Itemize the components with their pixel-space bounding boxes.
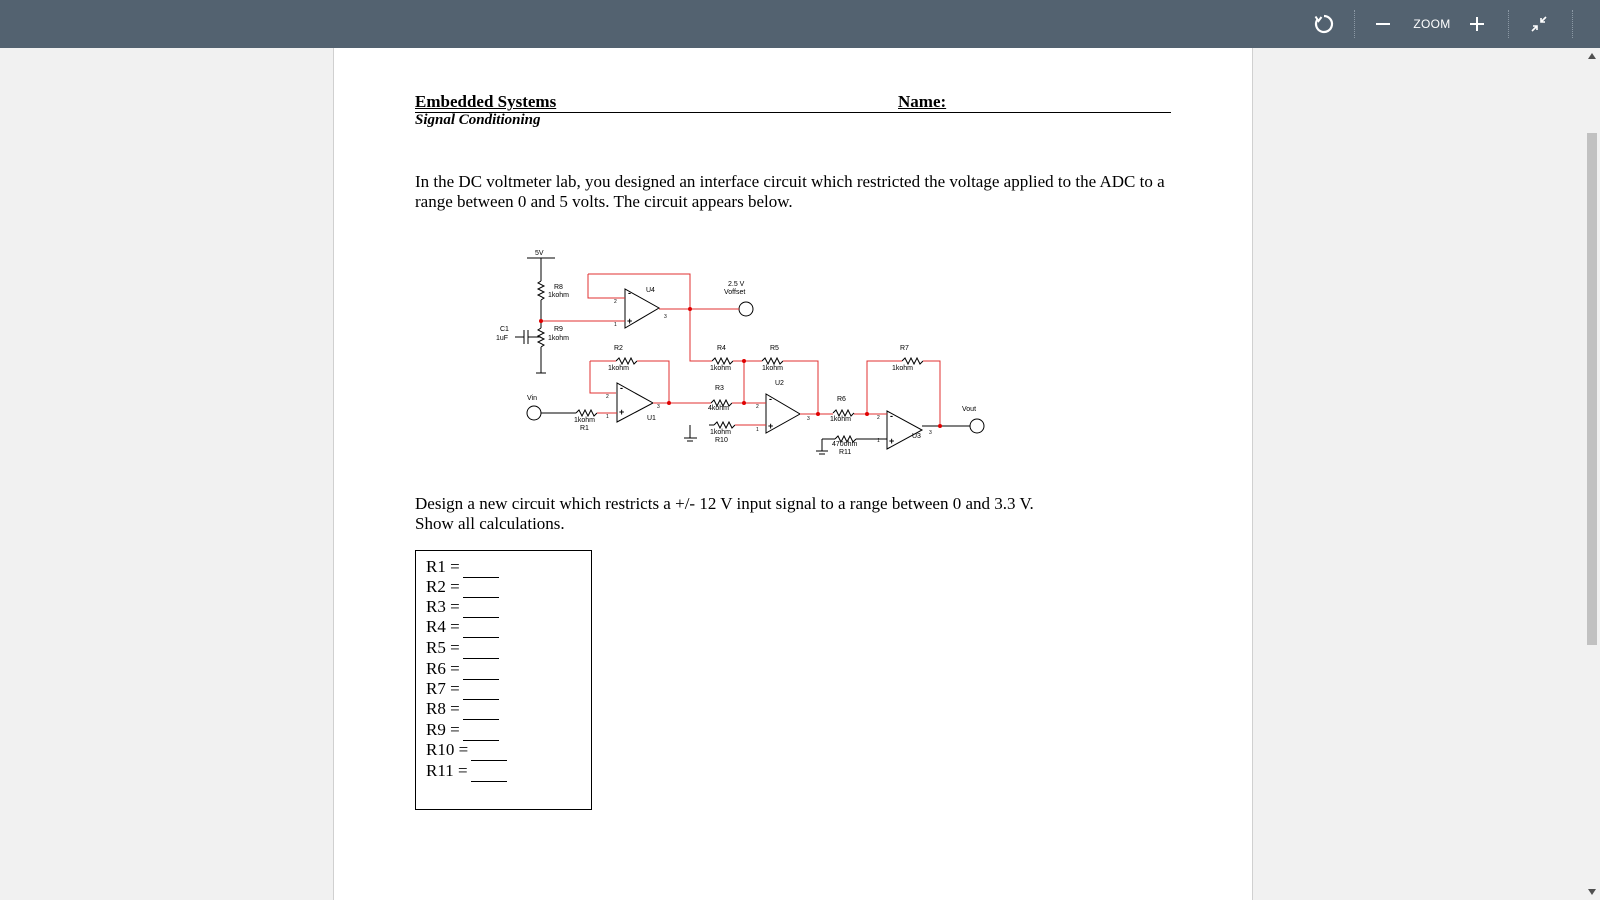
answer-row: R7 = — [426, 679, 499, 700]
answer-row: R2 = — [426, 577, 499, 598]
label-r10-value: 1kohm — [710, 429, 732, 436]
label-r7: R7 — [900, 345, 909, 352]
answer-row: R3 = — [426, 597, 499, 618]
document-page — [333, 48, 1253, 900]
label-r4-value: 1kohm — [710, 365, 732, 372]
chevron-up-icon — [1588, 53, 1596, 59]
label-r11-value: 470ohm — [832, 441, 858, 448]
answer-box — [415, 550, 592, 810]
answer-blank — [463, 701, 499, 720]
label-r2-value: 1kohm — [608, 365, 630, 372]
label-r8: R8 — [554, 284, 563, 291]
answer-row: R11 = — [426, 761, 507, 782]
answer-row: R4 = — [426, 617, 499, 638]
pin-label: 3 — [657, 404, 660, 410]
label-r11: R11 — [839, 449, 852, 456]
label-voffset: Voffset — [724, 289, 746, 296]
label-u1: U1 — [647, 415, 656, 422]
label-r9: R9 — [554, 326, 563, 333]
zoom-label: ZOOM — [1413, 17, 1451, 31]
pin-sign: + — [768, 421, 774, 431]
label-vout: Vout — [962, 406, 977, 413]
label-u2: U2 — [775, 380, 784, 387]
pin-label: 2 — [756, 404, 759, 410]
pin-sign: + — [889, 436, 895, 446]
scroll-up-button[interactable] — [1584, 48, 1600, 64]
zoom-in-icon — [1469, 16, 1485, 32]
pin-label: 2 — [877, 415, 880, 421]
answer-row: R5 = — [426, 638, 499, 659]
label-r6-value: 1kohm — [830, 416, 852, 423]
answer-blank — [463, 681, 499, 700]
answer-blank — [463, 579, 499, 598]
label-r5: R5 — [770, 345, 779, 352]
answer-blank — [463, 640, 499, 659]
scrollbar-thumb[interactable] — [1587, 133, 1597, 645]
course-header — [415, 92, 901, 113]
pin-sign: - — [628, 288, 631, 298]
task-line-2: Show all calculations. — [415, 514, 565, 533]
answer-blank — [471, 763, 507, 782]
answer-row: R6 = — [426, 659, 499, 680]
pin-label: 1 — [877, 438, 880, 444]
label-r3-value: 4kohm — [708, 405, 730, 412]
answer-row: R10 = — [426, 740, 507, 761]
label-c1-value: 1uF — [496, 335, 509, 342]
label-r7-value: 1kohm — [892, 365, 914, 372]
toolbar-divider — [1508, 10, 1509, 38]
answer-blank — [463, 599, 499, 618]
answer-blank — [471, 742, 507, 761]
label-r8-value: 1kohm — [548, 292, 570, 299]
pin-label: 2 — [606, 394, 609, 400]
label-r9-value: 1kohm — [548, 335, 570, 342]
answer-row: R1 = — [426, 557, 499, 578]
answer-blank — [463, 661, 499, 680]
pin-sign: - — [769, 394, 772, 404]
subtitle: Signal Conditioning — [415, 112, 541, 128]
label-c1: C1 — [500, 326, 509, 333]
label-r1: R1 — [580, 425, 589, 432]
zoom-in-button[interactable] — [1464, 0, 1490, 48]
pin-label: 1 — [606, 414, 609, 420]
label-u3: U3 — [912, 433, 921, 440]
label-voffset-value: 2.5 V — [728, 281, 745, 288]
label-r3: R3 — [715, 385, 724, 392]
toolbar-divider — [1354, 10, 1355, 38]
answer-row: R9 = — [426, 720, 499, 741]
answer-blank — [463, 722, 499, 741]
course-title: Embedded Systems — [415, 92, 557, 111]
pin-sign: - — [620, 383, 623, 393]
rotate-icon — [1313, 13, 1335, 35]
zoom-out-icon — [1375, 16, 1391, 32]
pin-label: 3 — [929, 430, 932, 436]
answer-blank — [463, 559, 499, 578]
pin-label: 1 — [756, 427, 759, 433]
label-5v: 5V — [535, 250, 544, 257]
label-r10: R10 — [715, 437, 728, 444]
answer-row: R8 = — [426, 699, 499, 720]
label-u4: U4 — [646, 287, 655, 294]
label-r5-value: 1kohm — [762, 365, 784, 372]
circuit-schematic — [496, 248, 1062, 468]
zoom-out-button[interactable] — [1370, 0, 1396, 48]
name-field — [898, 92, 1171, 113]
chevron-down-icon — [1588, 889, 1596, 895]
viewer-toolbar — [0, 0, 1600, 48]
label-r6: R6 — [837, 396, 846, 403]
rotate-button[interactable] — [1306, 0, 1342, 48]
task-paragraph — [415, 494, 1175, 534]
exit-fullscreen-icon — [1530, 15, 1548, 33]
toolbar-divider — [1572, 10, 1573, 38]
answer-blank — [463, 619, 499, 638]
pin-sign: + — [619, 407, 625, 417]
pin-sign: + — [627, 316, 633, 326]
scroll-down-button[interactable] — [1584, 884, 1600, 900]
label-r1-value: 1kohm — [574, 417, 596, 424]
label-vin: Vin — [527, 395, 537, 402]
pin-label: 3 — [807, 416, 810, 422]
label-r4: R4 — [717, 345, 726, 352]
intro-paragraph: In the DC voltmeter lab, you designed an interface circuit which restricted the voltage applied to the ADC to a range between 0 and 5 volts. The circuit appears below. — [415, 172, 1165, 211]
pin-label: 2 — [614, 299, 617, 305]
label-r2: R2 — [614, 345, 623, 352]
pin-label: 3 — [664, 314, 667, 320]
task-line-1: Design a new circuit which restricts a +/- 12 V input signal to a range between 0 and 3.3 V. — [415, 494, 1034, 513]
pin-sign: - — [890, 411, 893, 421]
pin-label: 1 — [614, 322, 617, 328]
exit-fullscreen-button[interactable] — [1522, 0, 1556, 48]
name-label: Name: — [898, 92, 947, 111]
